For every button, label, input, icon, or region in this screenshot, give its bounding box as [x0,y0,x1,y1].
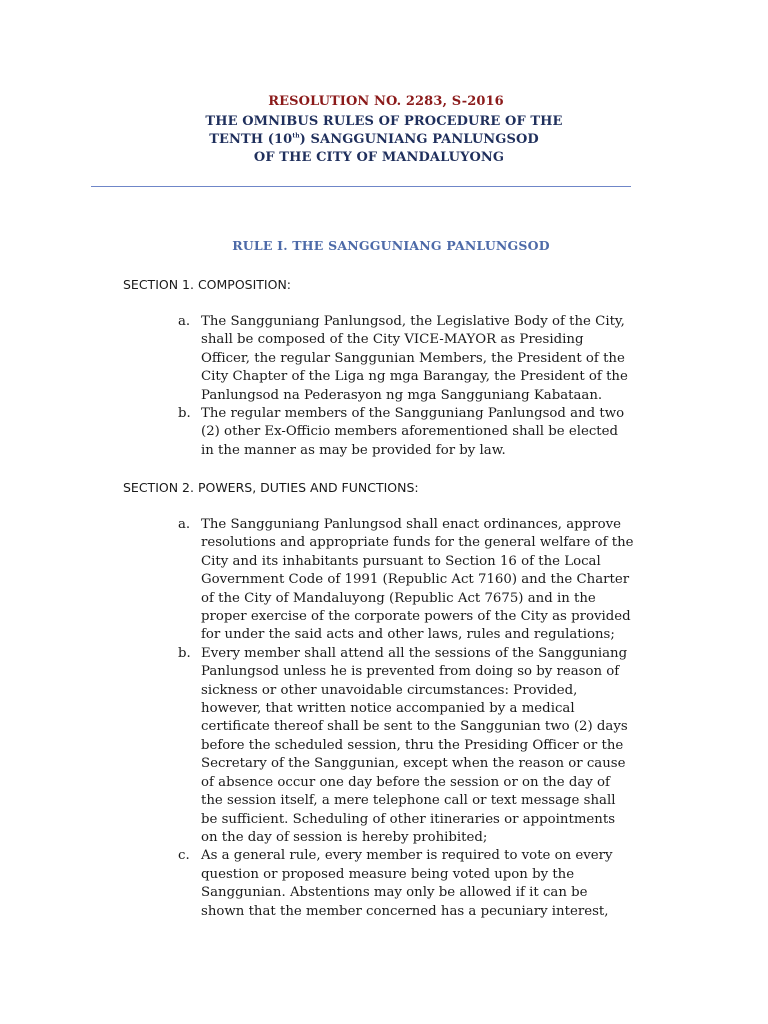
list-item-line: on the day of session is hereby prohibited; [201,829,488,845]
list-item [178,847,678,921]
list-item-line: Panlungsod na Pederasyon ng mga Sangguniang Kabataan. [201,387,603,403]
list-item-line: resolutions and appropriate funds for the general welfare of the [201,535,634,551]
list-item-line: certificate thereof shall be sent to the Sanggunian two (2) days [201,719,628,735]
list-item-line: of the City of Mandaluyong (Republic Act 7675) and in the [201,590,596,606]
list-item-line: proper exercise of the corporate powers of the City as provided [201,609,631,625]
list-item-line: (2) other Ex-Officio members aforementioned shall be elected [201,424,619,440]
list-item [178,313,678,405]
list-item-letter: a. [178,314,191,329]
list-item-line: The Sangguniang Panlungsod, the Legislative Body of the City, [201,314,625,329]
list-item-line: before the scheduled session, thru the Presiding Officer or the [201,737,624,753]
list-item-line: Officer, the regular Sanggunian Members, the President of the [201,350,625,366]
list-item [178,405,678,460]
list-item-line: for under the said acts and other laws, rules and regulations; [201,627,615,643]
list-item-letter: c. [178,848,190,864]
section-1-heading: SECTION 1. COMPOSITION: [123,277,292,292]
list-item-line: City Chapter of the Liga ng mga Barangay, the President of the [201,369,628,385]
list-item-line: Panlungsod unless he is prevented from doing so by reason of [201,664,620,680]
list-item-line: The regular members of the Sangguniang Panlungsod and two [201,406,625,422]
document-title-line-3: OF THE CITY OF MANDALUYONG [253,150,505,165]
header-divider [91,186,631,187]
list-item-line: The Sangguniang Panlungsod shall enact ordinances, approve [201,517,621,532]
list-item-line: however, that written notice accompanied by a medical [201,701,575,717]
list-item [178,516,678,645]
document-title-line-2 [0,131,758,149]
list-item-line: Sanggunian. Abstentions may only be allowed if it can be [201,885,588,901]
list-item-line: Every member shall attend all the sessions of the Sangguniang [201,645,628,661]
section-1-list [178,313,678,460]
list-item-letter: b. [178,645,191,661]
list-item [178,645,678,847]
document-title-line-1: THE OMNIBUS RULES OF PROCEDURE OF THE [205,114,563,129]
list-item-line: City and its inhabitants pursuant to Section 16 of the Local [201,553,601,569]
list-item-line: be sufficient. Scheduling of other itineraries or appointments [201,811,616,827]
rule-heading: RULE I. THE SANGGUNIANG PANLUNGSOD [232,238,550,253]
list-item-line: the session itself, a mere telephone call or text message shall [201,793,616,809]
list-item-line: in the manner as may be provided for by law. [201,442,506,458]
section-2-list [178,516,678,921]
list-item-line: shown that the member concerned has a pecuniary interest, [201,903,609,919]
title-line-2-pre: TENTH (10 [209,132,293,147]
resolution-number: RESOLUTION NO. 2283, S-2016 [268,94,504,109]
section-2-heading: SECTION 2. POWERS, DUTIES AND FUNCTIONS: [123,480,419,495]
list-item-line: shall be composed of the City VICE-MAYOR as Presiding [201,332,584,348]
list-item-line: of absence occur one day before the session or on the day of [201,774,610,790]
list-item-line: As a general rule, every member is required to vote on every [201,848,613,864]
list-item-line: Secretary of the Sanggunian, except when the reason or cause [201,756,626,772]
list-item-letter: a. [178,517,191,532]
title-line-2-post: ) SANGGUNIANG PANLUNGSOD [299,132,539,147]
list-item-line: question or proposed measure being voted upon by the [201,866,575,882]
title-line-2-superscript: th [292,132,300,140]
list-item-line: sickness or other unavoidable circumstances: Provided, [201,682,578,698]
list-item-letter: b. [178,406,191,422]
list-item-line: Government Code of 1991 (Republic Act 7160) and the Charter [201,572,630,588]
